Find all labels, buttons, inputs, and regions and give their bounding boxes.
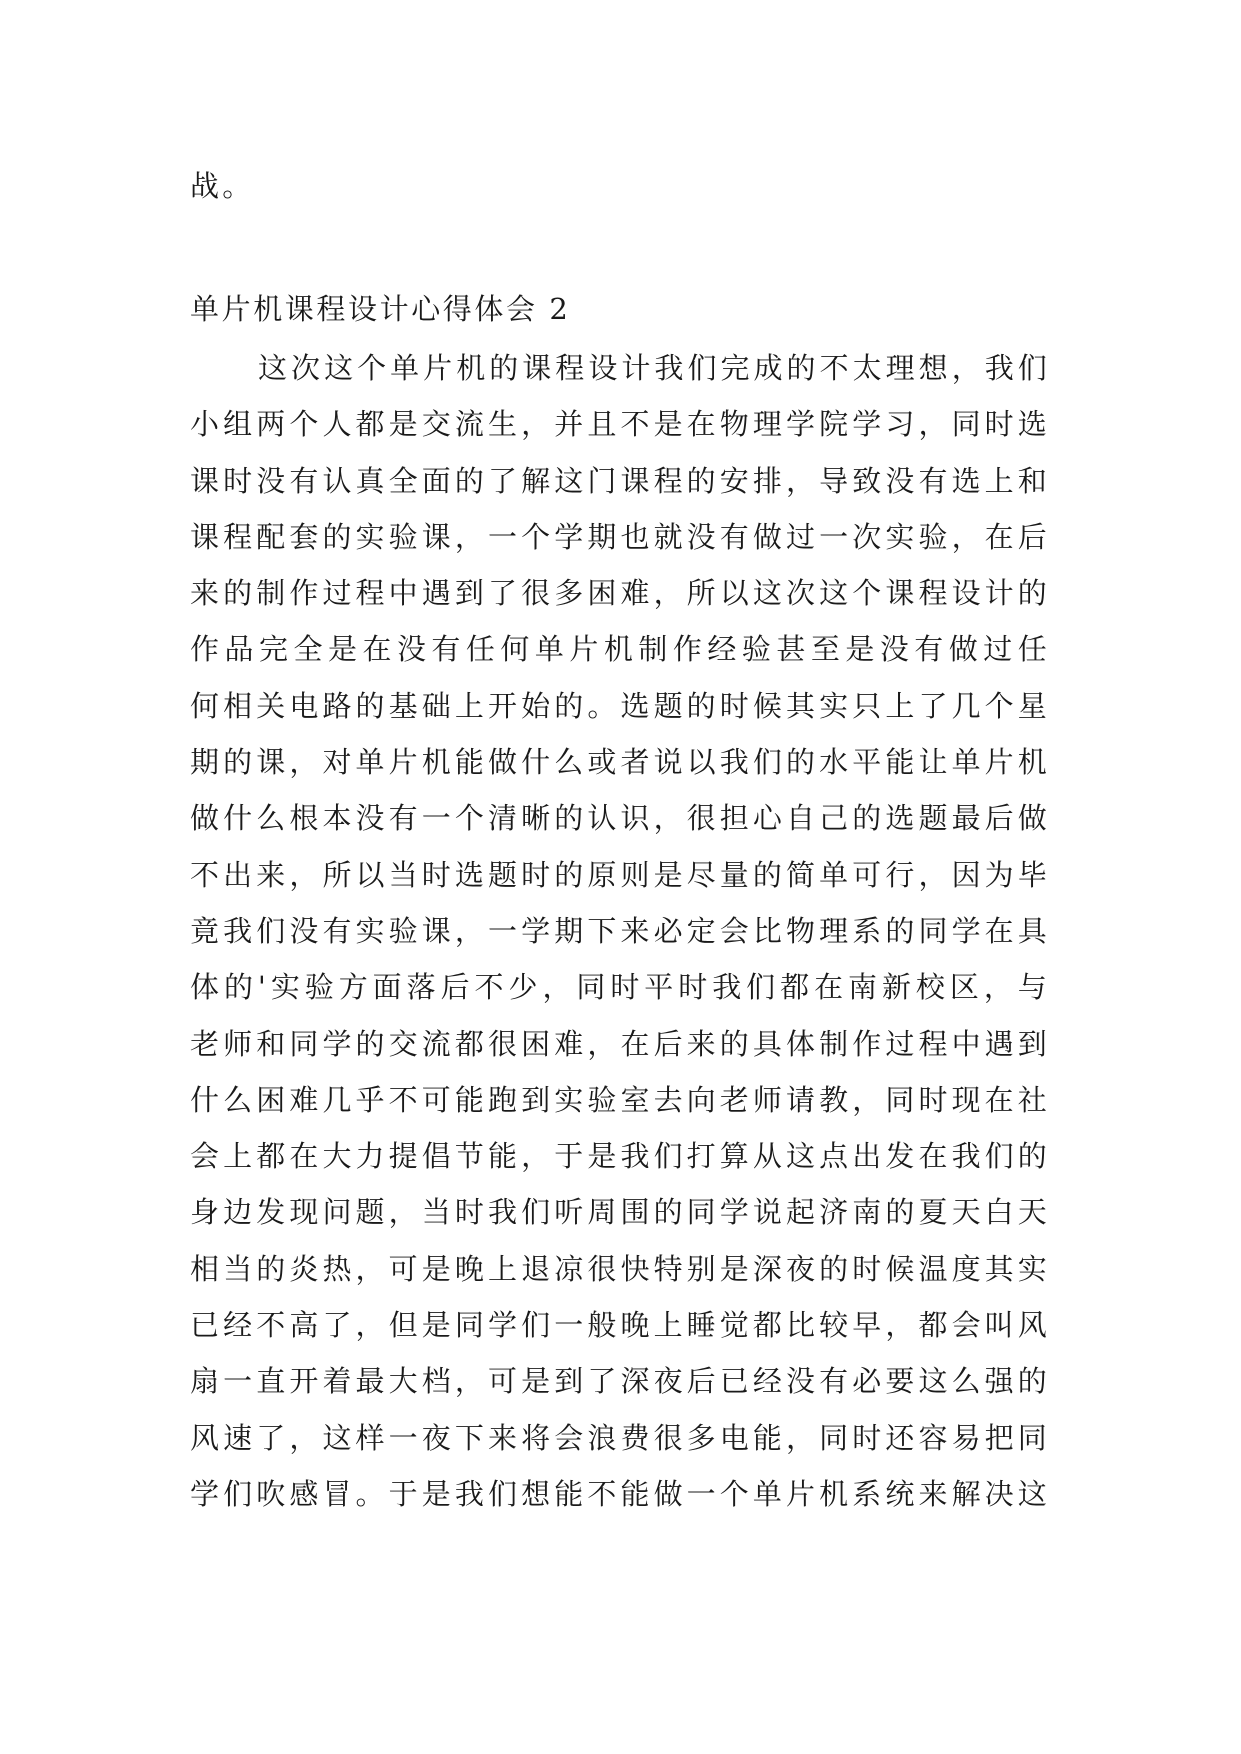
paragraph-line: 课程配套的实验课，一个学期也就没有做过一次实验，在后 xyxy=(190,519,1050,554)
paragraph xyxy=(190,340,1050,1522)
paragraph-line: 何相关电路的基础上开始的。选题的时候其实只上了几个星 xyxy=(190,688,1050,723)
paragraph-line: 扇一直开着最大档，可是到了深夜后已经没有必要这么强的 xyxy=(190,1364,1050,1399)
paragraph-line: 老师和同学的交流都很困难，在后来的具体制作过程中遇到 xyxy=(190,1026,1050,1061)
paragraph-line: 竟我们没有实验课，一学期下来必定会比物理系的同学在具 xyxy=(190,913,1050,948)
paragraph-line: 学们吹感冒。于是我们想能不能做一个单片机系统来解决这 xyxy=(190,1476,1050,1511)
paragraph-line: 期的课，对单片机能做什么或者说以我们的水平能让单片机 xyxy=(190,745,1050,780)
paragraph-line: 已经不高了，但是同学们一般晚上睡觉都比较早，都会叫风 xyxy=(190,1308,1050,1343)
continuation-text: 战。 xyxy=(190,169,255,203)
paragraph-line: 会上都在大力提倡节能，于是我们打算从这点出发在我们的 xyxy=(190,1139,1050,1174)
paragraph-line: 小组两个人都是交流生，并且不是在物理学院学习，同时选 xyxy=(190,407,1050,442)
section-heading: 单片机课程设计心得体会 2 xyxy=(190,292,571,326)
paragraph-line: 作品完全是在没有任何单片机制作经验甚至是没有做过任 xyxy=(190,632,1050,667)
paragraph-line: 不出来，所以当时选题时的原则是尽量的简单可行，因为毕 xyxy=(190,857,1050,892)
paragraph-line: 什么困难几乎不可能跑到实验室去向老师请教，同时现在社 xyxy=(190,1082,1050,1117)
paragraph-line: 身边发现问题，当时我们听周围的同学说起济南的夏天白天 xyxy=(190,1195,1050,1230)
paragraph-line: 相当的炎热，可是晚上退凉很快特别是深夜的时候温度其实 xyxy=(190,1251,1050,1286)
paragraph-line: 风速了，这样一夜下来将会浪费很多电能，同时还容易把同 xyxy=(190,1420,1050,1455)
paragraph-line: 体的'实验方面落后不少，同时平时我们都在南新校区，与 xyxy=(190,970,1050,1005)
paragraph-line: 这次这个单片机的课程设计我们完成的不太理想，我们 xyxy=(258,351,1050,385)
paragraph-line: 做什么根本没有一个清晰的认识，很担心自己的选题最后做 xyxy=(190,801,1050,836)
paragraph-line: 来的制作过程中遇到了很多困难，所以这次这个课程设计的 xyxy=(190,576,1050,611)
paragraph-line: 课时没有认真全面的了解这门课程的安排，导致没有选上和 xyxy=(190,463,1050,498)
